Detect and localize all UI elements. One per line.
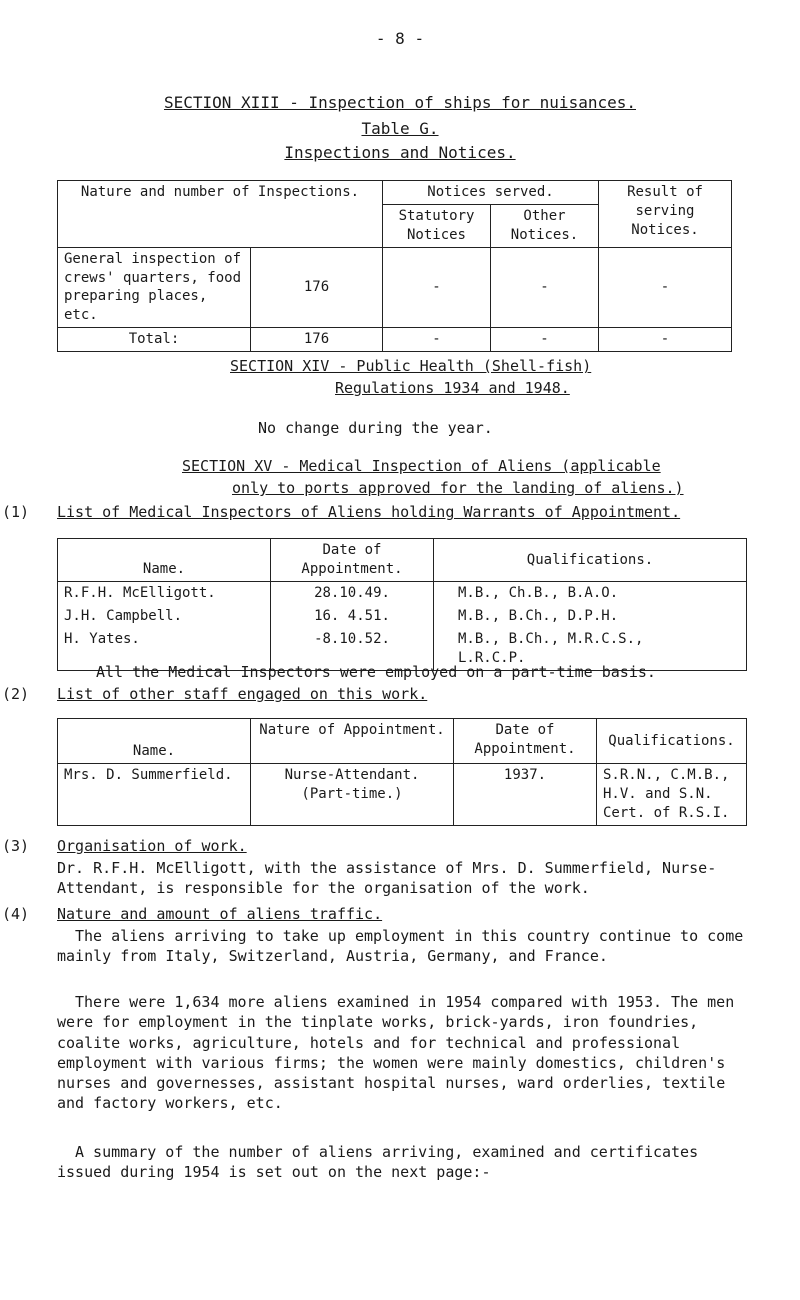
inspector-quals: M.B., B.Ch., M.R.C.S., L.R.C.P. <box>434 628 747 670</box>
item-3-title: Organisation of work. <box>57 837 247 855</box>
item-3-text: Dr. R.F.H. McElligott, with the assistance of Mrs. D. Summerfield, Nurse-Attendant, is responsible for the organisation of the work. <box>57 859 717 898</box>
header-statutory: Statutory Notices <box>383 204 491 247</box>
row-other: - <box>491 247 599 328</box>
inspector-name: R.F.H. McElligott. <box>58 582 271 605</box>
section-14-text: No change during the year. <box>258 419 493 437</box>
inspector-date: -8.10.52. <box>271 628 434 670</box>
inspectors-header-quals: Qualifications. <box>434 539 747 582</box>
staff-table <box>57 718 747 826</box>
table-g-subtitle: Inspections and Notices. <box>284 143 516 162</box>
inspector-quals: M.B., B.Ch., D.P.H. <box>434 605 747 628</box>
row-nature: General inspection of crews' quarters, food preparing places, etc. <box>58 247 251 328</box>
inspector-quals: M.B., Ch.B., B.A.O. <box>434 582 747 605</box>
inspections-table <box>57 180 732 352</box>
header-nature: Nature and number of Inspections. <box>58 181 383 248</box>
item-4-number: (4) <box>2 905 30 923</box>
inspector-name: J.H. Campbell. <box>58 605 271 628</box>
row-result: - <box>599 247 732 328</box>
staff-nature: Nurse-Attendant. (Part-time.) <box>251 764 454 826</box>
table-row <box>58 764 747 826</box>
item-2-number: (2) <box>2 685 30 703</box>
section-15-heading-2: only to ports approved for the landing of aliens.) <box>232 479 684 497</box>
section-15-heading: SECTION XV - Medical Inspection of Aliens (applicable <box>182 457 661 475</box>
item-1-title: List of Medical Inspectors of Aliens holding Warrants of Appointment. <box>57 503 681 521</box>
page-number: - 8 - <box>375 29 425 48</box>
total-other: - <box>491 328 599 352</box>
staff-header-nature: Nature of Appointment. <box>251 719 454 764</box>
staff-header-name: Name. <box>58 719 251 764</box>
inspector-date: 16. 4.51. <box>271 605 434 628</box>
section-13-heading: SECTION XIII - Inspection of ships for nuisances. <box>163 93 636 112</box>
total-result: - <box>599 328 732 352</box>
item-4-title: Nature and amount of aliens traffic. <box>57 905 383 923</box>
inspectors-header-date: Date of Appointment. <box>271 539 434 582</box>
row-statutory: - <box>383 247 491 328</box>
inspector-name: H. Yates. <box>58 628 271 670</box>
row-number: 176 <box>251 247 383 328</box>
total-statutory: - <box>383 328 491 352</box>
total-label: Total: <box>58 328 251 352</box>
inspectors-table <box>57 538 747 671</box>
staff-header-quals: Qualifications. <box>597 719 747 764</box>
inspector-date: 28.10.49. <box>271 582 434 605</box>
staff-date: 1937. <box>454 764 597 826</box>
header-other: Other Notices. <box>491 204 599 247</box>
table-row <box>58 605 747 628</box>
staff-name: Mrs. D. Summerfield. <box>58 764 251 826</box>
item-4-paragraph-2: There were 1,634 more aliens examined in 1954 compared with 1953. The men were for employment in the tinplate works, brick-yards, iron foundries, coalite works, agriculture, hotels and for technical and professional employment with various firms; the women were mainly domestics, children's nurses and governesses, assistant hospital nurses, ward orderlies, textile and factory workers, etc. <box>57 993 735 1113</box>
item-4-paragraph-3: A summary of the number of aliens arriving, examined and certificates issued during 1954 is set out on the next page:- <box>57 1143 699 1182</box>
part-time-note: All the Medical Inspectors were employed on a part-time basis. <box>96 663 656 681</box>
table-row <box>58 582 747 605</box>
total-number: 176 <box>251 328 383 352</box>
table-row <box>58 247 732 328</box>
section-14-heading: SECTION XIV - Public Health (Shell-fish) <box>230 357 592 375</box>
total-row <box>58 328 732 352</box>
table-g-title: Table G. <box>361 119 439 138</box>
header-result: Result of serving Notices. <box>599 181 732 248</box>
item-2-title: List of other staff engaged on this work. <box>57 685 428 703</box>
staff-quals: S.R.N., C.M.B., H.V. and S.N. Cert. of R.S.I. <box>597 764 747 826</box>
section-14-heading-2: Regulations 1934 and 1948. <box>335 379 570 397</box>
item-1-number: (1) <box>2 503 30 521</box>
item-3-number: (3) <box>2 837 30 855</box>
item-4-paragraph-1: The aliens arriving to take up employment in this country continue to come mainly from Italy, Switzerland, Austria, Germany, and France. <box>57 927 744 966</box>
staff-header-date: Date of Appointment. <box>454 719 597 764</box>
header-notices-served: Notices served. <box>383 181 599 205</box>
inspectors-header-name: Name. <box>58 539 271 582</box>
